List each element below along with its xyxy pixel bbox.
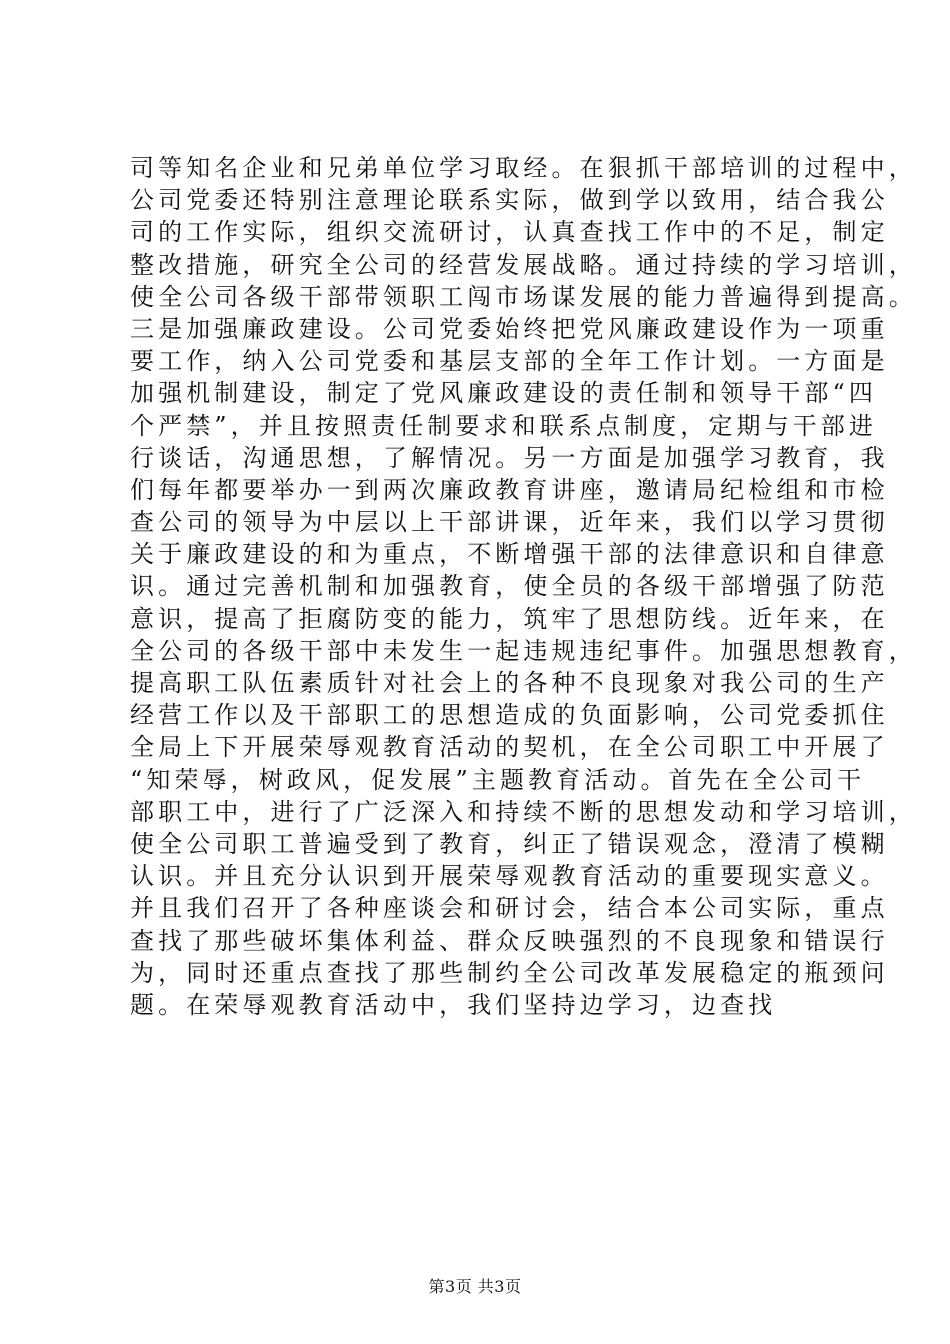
text-line: 意识，提高了拒腐防变的能力，筑牢了思想防线。近年来，在: [130, 604, 889, 633]
text-line: 整改措施，研究全公司的经营发展战略。通过持续的学习培训，: [130, 250, 917, 279]
text-line: “知荣辱，树政风，促发展”主题教育活动。首先在全公司干: [130, 765, 866, 794]
text-line: 全局上下开展荣辱观教育活动的契机，在全公司职工中开展了: [130, 733, 889, 762]
text-line: 题。在荣辱观教育活动中，我们坚持边学习，边查找: [130, 990, 777, 1019]
text-line: 公司党委还特别注意理论联系实际，做到学以致用，结合我公: [130, 186, 889, 215]
text-line: 个严禁”，并且按照责任制要求和联系点制度，定期与干部进: [130, 411, 877, 440]
text-line: 为，同时还重点查找了那些制约全公司改革发展稳定的瓶颈问: [130, 958, 889, 987]
text-line: 查公司的领导为中层以上干部讲课，近年来，我们以学习贯彻: [130, 508, 889, 537]
text-line: 关于廉政建设的和为重点，不断增强干部的法律意识和自律意: [130, 540, 889, 569]
text-line: 司的工作实际，组织交流研讨，认真查找工作中的不足，制定: [130, 218, 889, 247]
body-text: [130, 152, 917, 1021]
page-number-footer: 第3页 共3页: [428, 1277, 522, 1296]
text-line: 行谈话，沟通思想，了解情况。另一方面是加强学习教育，我: [130, 443, 889, 472]
text-line: 加强机制建设，制定了党风廉政建设的责任制和领导干部“四: [130, 379, 877, 408]
text-line: 查找了那些破坏集体利益、群众反映强烈的不良现象和错误行: [130, 926, 889, 955]
text-line: 使全公司各级干部带领职工闯市场谋发展的能力普遍得到提高。: [130, 282, 917, 311]
text-line: 部职工中，进行了广泛深入和持续不断的思想发动和学习培训，: [130, 797, 917, 826]
text-line: 三是加强廉政建设。公司党委始终把党风廉政建设作为一项重: [130, 314, 889, 343]
text-line: 要工作，纳入公司党委和基层支部的全年工作计划。一方面是: [130, 347, 889, 376]
text-line: 识。通过完善机制和加强教育，使全员的各级干部增强了防范: [130, 572, 889, 601]
text-line: 认识。并且充分认识到开展荣辱观教育活动的重要现实意义。: [130, 862, 889, 891]
text-line: 经营工作以及干部职工的思想造成的负面影响，公司党委抓住: [130, 701, 889, 730]
text-line: 并且我们召开了各种座谈会和研讨会，结合本公司实际，重点: [130, 894, 889, 923]
text-line: 提高职工队伍素质针对社会上的各种不良现象对我公司的生产: [130, 669, 889, 697]
text-line: 全公司的各级干部中未发生一起违规违纪事件。加强思想教育，: [130, 636, 917, 665]
text-line: 们每年都要举办一到两次廉政教育讲座，邀请局纪检组和市检: [130, 475, 889, 504]
text-line: 司等知名企业和兄弟单位学习取经。在狠抓干部培训的过程中，: [130, 154, 917, 182]
text-line: 使全公司职工普遍受到了教育，纠正了错误观念，澄清了模糊: [130, 829, 889, 858]
